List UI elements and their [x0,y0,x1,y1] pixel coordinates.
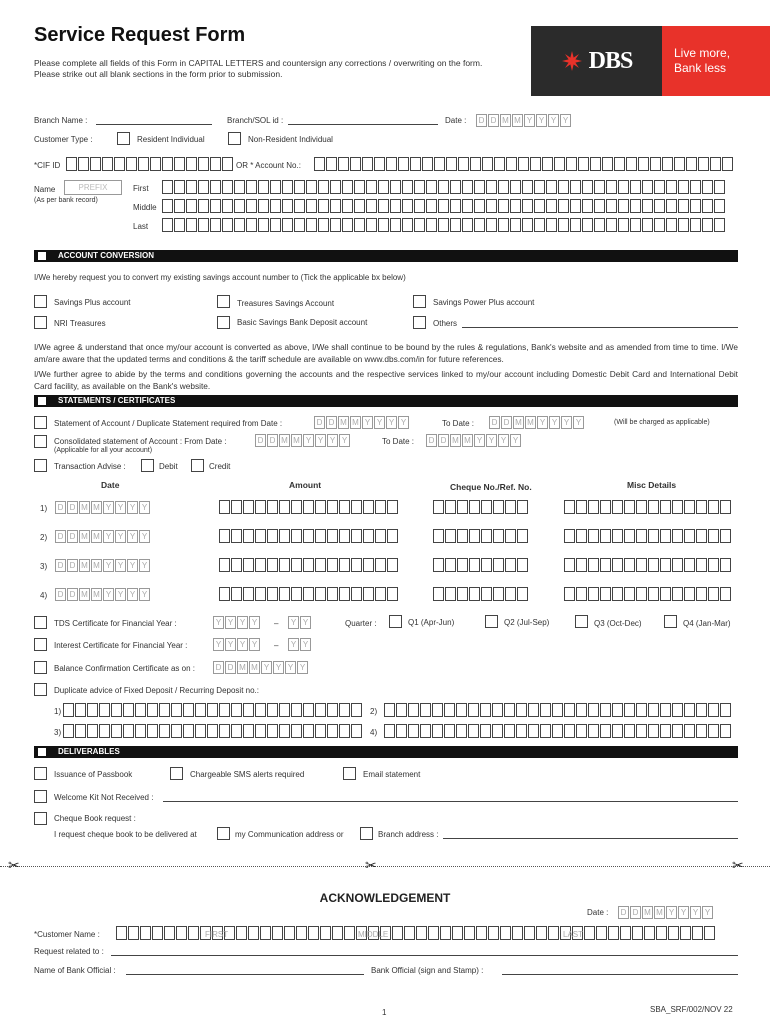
txn-row-2-misc[interactable] [564,529,732,543]
passbook-checkbox[interactable] [34,767,47,780]
statement-to-label: To Date : [442,419,475,428]
resident-checkbox[interactable] [117,132,130,145]
form-instructions: Please complete all fields of this Form in CAPITAL LETTERS and countersign any corrections / overwriting on the form. Please strike out all blank sections in the form prior to submission. [34,58,483,79]
resident-label: Resident Individual [137,135,205,144]
bank-official-input[interactable] [126,974,364,975]
dbs-star-icon [561,50,583,72]
col-amount-header: Amount [289,480,322,490]
transaction-advise-checkbox[interactable] [34,459,47,472]
request-related-label: Request related to : [34,947,104,956]
quarter-label: Quarter : [345,619,377,628]
q4-label: Q4 (Jan-Mar) [683,619,731,628]
cif-label: *CIF ID [34,161,61,170]
credit-checkbox[interactable] [191,459,204,472]
sign-stamp-input[interactable] [502,974,738,975]
col-cheque-header: Cheque No./Ref. No. [450,482,532,492]
charged-note: (Will be charged as applicable) [614,419,710,426]
last-name-label: Last [133,222,149,231]
section-checkbox[interactable] [38,397,46,405]
balance-checkbox[interactable] [34,661,47,674]
txn-row-3-cheque[interactable] [433,558,529,572]
savings-plus-checkbox[interactable] [34,295,47,308]
statement-from-date[interactable]: D D M M Y Y Y Y [314,416,410,429]
cif-cells[interactable] [66,157,234,171]
treasures-checkbox[interactable] [217,295,230,308]
fd-row-2-label: 2) [370,707,378,716]
conversion-request-text: I/We hereby request you to convert my existing savings account number to (Tick the applicable bx below) [34,273,406,282]
welcome-kit-input[interactable] [163,801,738,802]
ack-date-cells[interactable]: D D M M Y Y Y Y [618,906,714,919]
fd-row-4-label: 4) [370,728,378,737]
interest-label: Interest Certificate for Financial Year : [54,641,188,650]
statement-checkbox[interactable] [34,416,47,429]
branch-address-label: Branch address : [378,830,439,839]
non-resident-label: Non-Resident Individual [248,135,333,144]
email-checkbox[interactable] [343,767,356,780]
others-label: Others [433,319,458,328]
scissors-icon: ✂ [732,857,744,873]
branch-name-label: Branch Name : [34,116,88,125]
section-checkbox[interactable] [38,748,46,756]
txn-row-3-date[interactable]: D D M M Y Y Y Y [55,559,151,572]
consolidated-checkbox[interactable] [34,435,47,448]
page-number: 1 [382,1008,387,1017]
interest-dash: – [274,641,279,650]
txn-row-2-date[interactable]: D D M M Y Y Y Y [55,530,151,543]
email-label: Email statement [363,770,421,779]
sms-checkbox[interactable] [170,767,183,780]
txn-row-2-cheque[interactable] [433,529,529,543]
tagline-line-2: Bank less [674,61,727,75]
q2-checkbox[interactable] [485,615,498,628]
sms-label: Chargeable SMS alerts required [190,770,305,779]
branch-address-input[interactable] [443,838,738,839]
ack-date-label: Date : [587,908,609,917]
customer-type-label: Customer Type : [34,135,93,144]
credit-label: Credit [209,462,231,471]
interest-year-to[interactable]: Y Y [288,638,312,651]
txn-row-1-label: 1) [40,504,48,513]
request-related-input[interactable] [111,955,738,956]
nri-checkbox[interactable] [34,316,47,329]
bank-official-label: Name of Bank Official : [34,966,116,975]
dbs-logo [531,26,770,96]
account-conversion-heading: ACCOUNT CONVERSION [34,250,738,262]
col-misc-header: Misc Details [627,480,677,490]
deliver-at-text: I request cheque book to be delivered at [54,830,197,839]
statements-heading: STATEMENTS / CERTIFICATES [34,395,738,407]
fd-row-1-label: 1) [54,707,62,716]
q1-label: Q1 (Apr-Jun) [408,618,455,627]
applicable-note: (Applicable for all your account) [54,447,153,454]
ack-middle-hint: MIDDLE [358,930,389,939]
debit-label: Debit [159,462,178,471]
txn-row-4-cheque[interactable] [433,587,529,601]
consolidated-to-label: To Date : [382,437,415,446]
first-name-label: First [133,184,149,193]
txn-row-4-date[interactable]: D D M M Y Y Y Y [55,588,151,601]
balance-label: Balance Confirmation Certificate as on : [54,664,195,673]
tds-label: TDS Certificate for Financial Year : [54,619,177,628]
col-date-header: Date [101,480,120,490]
passbook-label: Issuance of Passbook [54,770,133,779]
account-no-cells[interactable] [314,157,734,171]
txn-row-4-label: 4) [40,591,48,600]
others-input[interactable] [462,327,738,328]
name-label: Name [34,185,56,194]
as-per-record-note: (As per bank record) [34,197,98,204]
txn-row-3-amount[interactable] [219,558,399,572]
q4-checkbox[interactable] [664,615,677,628]
prefix-field[interactable]: PREFIX [64,180,122,195]
txn-row-1-date[interactable]: D D M M Y Y Y Y [55,501,151,514]
statement-to-date[interactable]: D D M M Y Y Y Y [489,416,585,429]
balance-date[interactable]: D D M M Y Y Y Y [213,661,309,674]
welcome-kit-label: Welcome Kit Not Received : [54,793,154,802]
middle-name-label: Middle [133,203,157,212]
logo-wordmark: DBS [588,47,633,74]
statement-label: Statement of Account / Duplicate Statement required from Date : [54,419,283,428]
txn-row-1-amount[interactable] [219,500,399,514]
txn-row-1-misc[interactable] [564,500,732,514]
comm-address-checkbox[interactable] [217,827,230,840]
transaction-advise-label: Transaction Advise : [54,462,126,471]
q1-checkbox[interactable] [389,615,402,628]
interest-checkbox[interactable] [34,638,47,651]
fd-row-2-cells[interactable] [384,703,732,717]
top-date-label: Date : [445,116,467,125]
agreement-paragraph-1: I/We agree & understand that once my/our account is converted as above, I/We shall continue to be bound by the rules & regulations, Bank's website and as amended from time to time. I/We am/are aware that the updated terms and conditions & the tariff schedule are available on www.dbs.com/in for future references. [34,342,738,364]
fd-row-3-cells[interactable] [63,724,363,738]
q3-checkbox[interactable] [575,615,588,628]
acknowledgement-heading: ACKNOWLEDGEMENT [319,891,451,905]
nri-label: NRI Treasures [54,319,106,328]
cheque-book-label: Cheque Book request : [54,814,136,823]
middle-name-cells[interactable] [162,199,726,213]
treasures-label: Treasures Savings Account [237,299,335,308]
cheque-book-checkbox[interactable] [34,812,47,825]
form-title: Service Request Form [34,24,246,46]
tds-year-from[interactable]: Y Y Y Y [213,616,261,629]
fd-row-3-label: 3) [54,728,62,737]
logo-mark [531,26,662,96]
branch-sol-label: Branch/SOL id : [227,116,284,125]
q2-label: Q2 (Jul-Sep) [504,618,550,627]
txn-row-3-misc[interactable] [564,558,732,572]
tds-dash: – [274,619,279,628]
debit-checkbox[interactable] [141,459,154,472]
branch-sol-input[interactable] [288,124,438,125]
duplicate-fd-label: Duplicate advice of Fixed Deposit / Recurring Deposit no.: [54,686,259,695]
fd-row-4-cells[interactable] [384,724,732,738]
branch-address-checkbox[interactable] [360,827,373,840]
tds-checkbox[interactable] [34,616,47,629]
logo-tagline [662,26,770,96]
form-code: SBA_SRF/002/NOV 22 [650,1005,733,1014]
savings-plus-label: Savings Plus account [54,298,131,307]
basic-label: Basic Savings Bank Deposit account [237,318,368,327]
duplicate-fd-checkbox[interactable] [34,683,47,696]
scissors-icon: ✂ [8,857,20,873]
savings-power-label: Savings Power Plus account [433,298,535,307]
savings-power-checkbox[interactable] [413,295,426,308]
top-date-cells[interactable]: D D M M Y Y Y Y [476,114,572,127]
txn-row-2-label: 2) [40,533,48,542]
txn-row-2-amount[interactable] [219,529,399,543]
non-resident-checkbox[interactable] [228,132,241,145]
tds-year-to[interactable]: Y Y [288,616,312,629]
tagline-line-1: Live more, [674,46,731,60]
account-no-label: OR * Account No.: [236,161,301,170]
consolidated-from-date[interactable]: D D M M Y Y Y Y [255,434,351,447]
section-checkbox[interactable] [38,252,46,260]
consolidated-label: Consolidated statement of Account : From Date : [54,437,227,446]
txn-row-4-misc[interactable] [564,587,732,601]
consolidated-to-date[interactable]: D D M M Y Y Y Y [426,434,522,447]
sign-stamp-label: Bank Official (sign and Stamp) : [371,966,484,975]
q3-label: Q3 (Oct-Dec) [594,619,642,628]
basic-checkbox[interactable] [217,316,230,329]
txn-row-1-cheque[interactable] [433,500,529,514]
cut-line [0,866,770,867]
interest-year-from[interactable]: Y Y Y Y [213,638,261,651]
txn-row-3-label: 3) [40,562,48,571]
branch-name-input[interactable] [96,124,212,125]
ack-first-hint: FIRST [205,930,229,939]
welcome-kit-checkbox[interactable] [34,790,47,803]
agreement-paragraph-2: I/We further agree to abide by the terms and conditions governing the accounts and the respective services linked to my/our account including Domestic Debit Card and International Debit Card facility, as available on the Bank's website. [34,369,738,391]
scissors-icon: ✂ [365,857,377,873]
ack-customer-name-label: *Customer Name : [34,930,100,939]
ack-last-hint: LAST [563,930,584,939]
first-name-cells[interactable] [162,180,726,194]
deliverables-heading: DELIVERABLES [34,746,738,758]
fd-row-1-cells[interactable] [63,703,363,717]
txn-row-4-amount[interactable] [219,587,399,601]
last-name-cells[interactable] [162,218,726,232]
comm-address-label: my Communication address or [235,830,344,839]
others-checkbox[interactable] [413,316,426,329]
